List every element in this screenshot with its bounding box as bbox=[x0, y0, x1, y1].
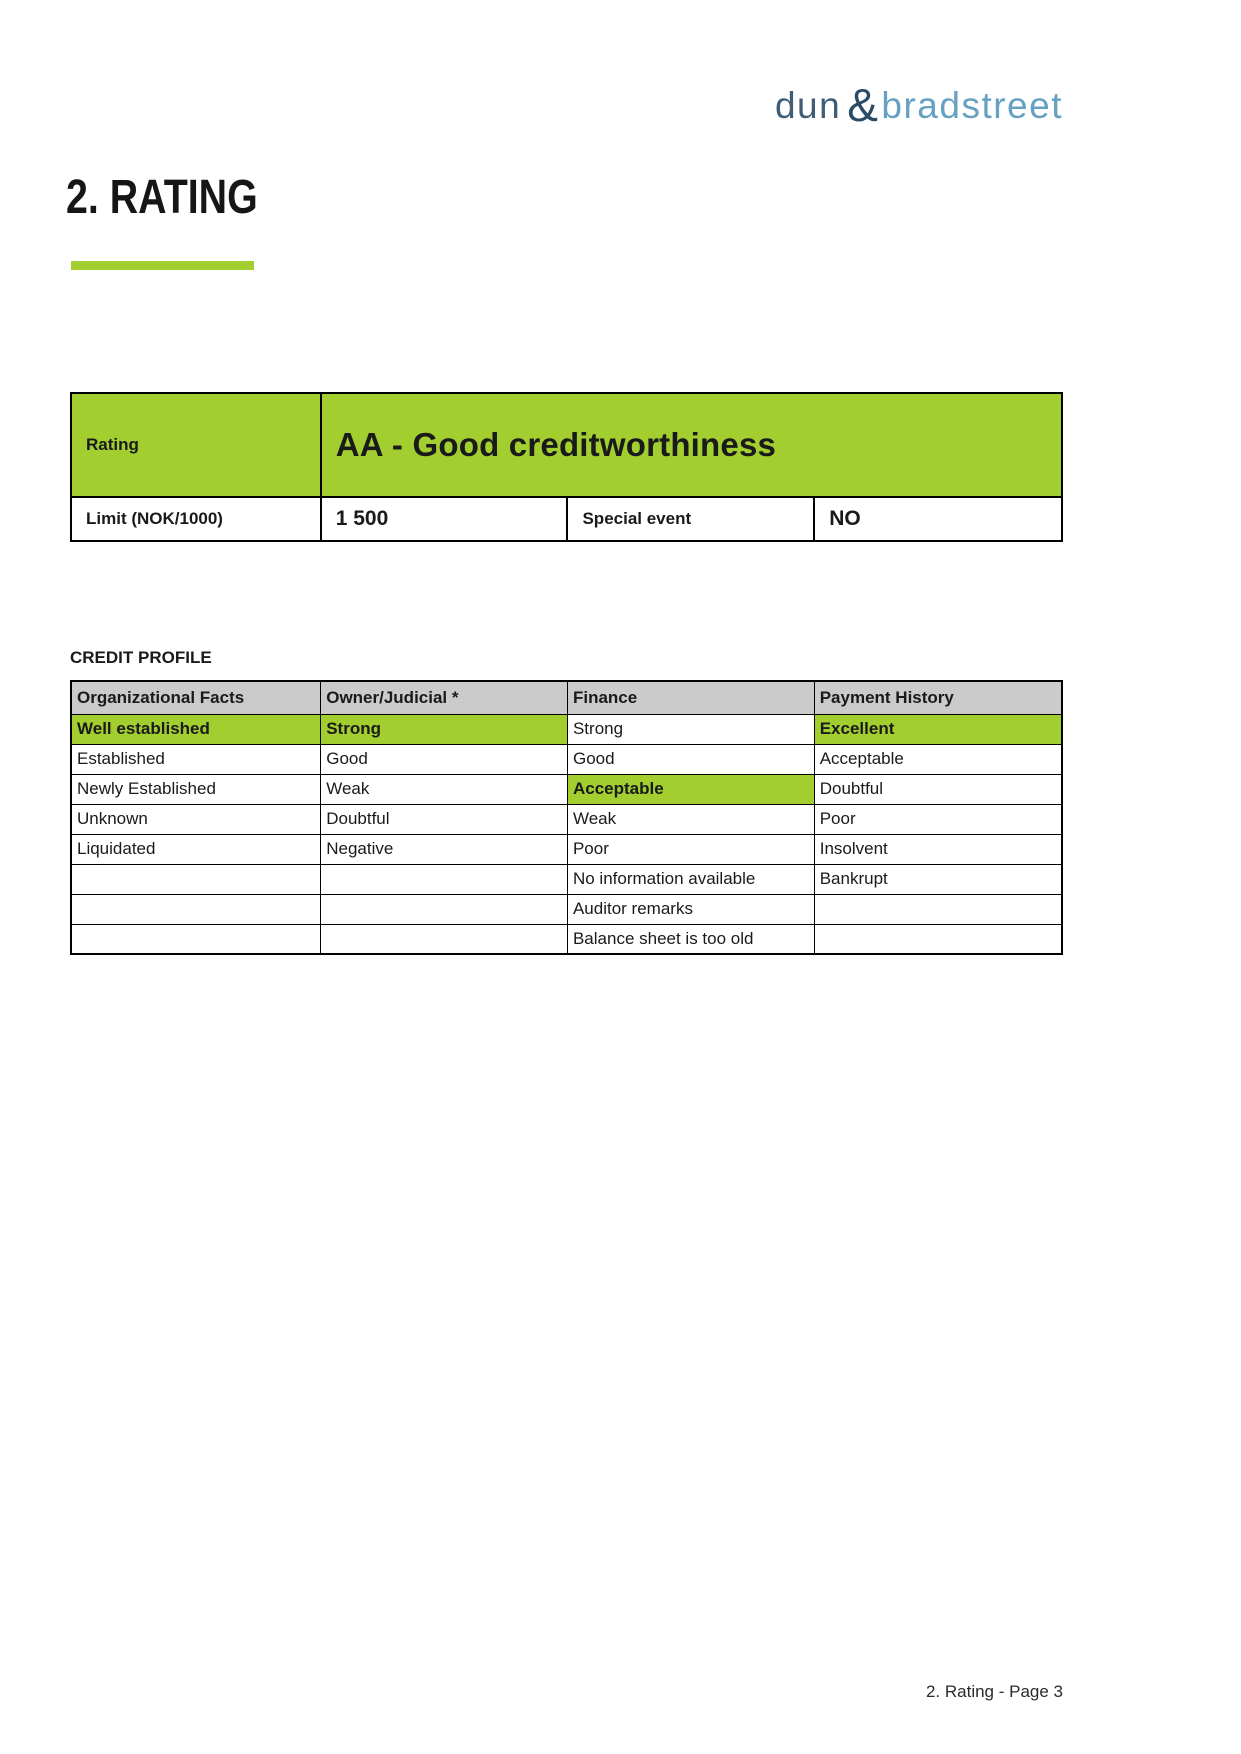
rating-label: Rating bbox=[71, 393, 321, 497]
logo-word-bradstreet: bradstreet bbox=[881, 85, 1063, 126]
credit-profile-row bbox=[71, 924, 1062, 954]
credit-profile-cell: Poor bbox=[567, 834, 814, 864]
credit-profile-cell bbox=[321, 894, 568, 924]
credit-profile-cell: Weak bbox=[567, 804, 814, 834]
credit-profile-row bbox=[71, 864, 1062, 894]
page-footer: 2. Rating - Page 3 bbox=[925, 1682, 1063, 1701]
credit-profile-row bbox=[71, 834, 1062, 864]
dun-bradstreet-logo bbox=[775, 78, 1063, 132]
column-header-owner-judicial: Owner/Judicial * bbox=[321, 681, 568, 714]
credit-profile-heading: CREDIT PROFILE bbox=[70, 648, 212, 667]
credit-profile-cell: Unknown bbox=[71, 804, 321, 834]
credit-profile-row bbox=[71, 744, 1062, 774]
rating-summary-table bbox=[70, 392, 1063, 542]
limit-label: Limit (NOK/1000) bbox=[71, 497, 321, 541]
credit-profile-cell: Good bbox=[321, 744, 568, 774]
credit-profile-cell: No information available bbox=[567, 864, 814, 894]
credit-profile-table bbox=[70, 680, 1063, 955]
credit-profile-header-row bbox=[71, 681, 1062, 714]
credit-profile-cell bbox=[814, 894, 1062, 924]
credit-profile-cell: Strong bbox=[321, 714, 568, 744]
special-event-value: NO bbox=[814, 497, 1062, 541]
credit-profile-cell: Acceptable bbox=[814, 744, 1062, 774]
rating-value: AA - Good creditworthiness bbox=[321, 393, 1062, 497]
credit-profile-cell bbox=[321, 924, 568, 954]
credit-profile-cell: Poor bbox=[814, 804, 1062, 834]
credit-profile-cell: Strong bbox=[567, 714, 814, 744]
logo-ampersand-icon: & bbox=[847, 79, 880, 131]
credit-profile-cell bbox=[71, 864, 321, 894]
credit-profile-row bbox=[71, 804, 1062, 834]
credit-profile-cell bbox=[321, 864, 568, 894]
credit-profile-row bbox=[71, 714, 1062, 744]
credit-profile-cell: Liquidated bbox=[71, 834, 321, 864]
credit-profile-cell: Doubtful bbox=[814, 774, 1062, 804]
credit-profile-cell bbox=[71, 894, 321, 924]
credit-profile-cell: Excellent bbox=[814, 714, 1062, 744]
credit-profile-cell: Weak bbox=[321, 774, 568, 804]
credit-profile-cell: Well established bbox=[71, 714, 321, 744]
column-header-payment-history: Payment History bbox=[814, 681, 1062, 714]
credit-profile-cell: Newly Established bbox=[71, 774, 321, 804]
column-header-finance: Finance bbox=[567, 681, 814, 714]
credit-profile-cell: Bankrupt bbox=[814, 864, 1062, 894]
credit-profile-row bbox=[71, 894, 1062, 924]
credit-profile-cell: Established bbox=[71, 744, 321, 774]
special-event-label: Special event bbox=[567, 497, 814, 541]
credit-profile-cell: Negative bbox=[321, 834, 568, 864]
credit-profile-cell: Acceptable bbox=[567, 774, 814, 804]
limit-value: 1 500 bbox=[321, 497, 568, 541]
credit-profile-cell: Auditor remarks bbox=[567, 894, 814, 924]
credit-profile-cell bbox=[814, 924, 1062, 954]
credit-profile-row bbox=[71, 774, 1062, 804]
credit-profile-cell: Good bbox=[567, 744, 814, 774]
title-underline-bar bbox=[71, 261, 254, 270]
column-header-organizational-facts: Organizational Facts bbox=[71, 681, 321, 714]
credit-profile-cell: Doubtful bbox=[321, 804, 568, 834]
logo-word-dun: dun bbox=[774, 85, 842, 126]
credit-profile-cell: Balance sheet is too old bbox=[567, 924, 814, 954]
credit-profile-cell bbox=[71, 924, 321, 954]
page-title: 2. RATING bbox=[66, 171, 258, 224]
credit-profile-cell: Insolvent bbox=[814, 834, 1062, 864]
